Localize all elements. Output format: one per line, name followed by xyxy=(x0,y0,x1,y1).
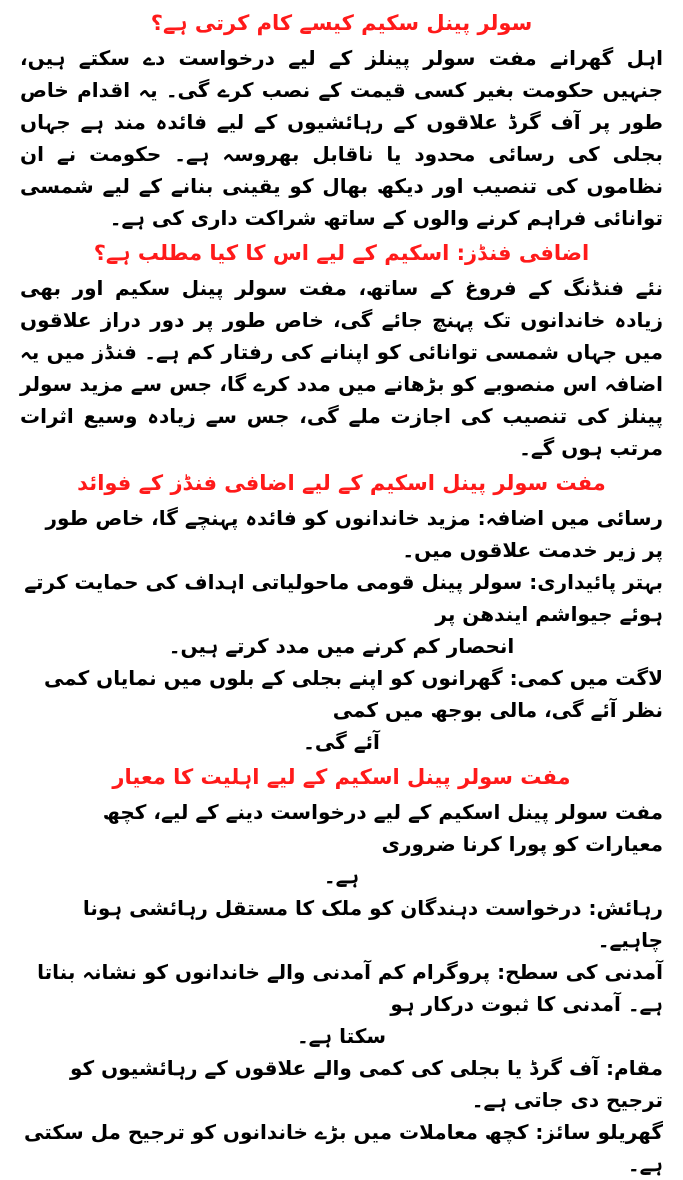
benefit-item-text: بہتر پائیداری: سولر پینل قومی ماحولیاتی اہداف کی حمایت کرتے ہوئے جیواشم ایندھن پر xyxy=(24,570,663,626)
heading-how-it-works: سولر پینل سکیم کیسے کام کرتی ہے؟ xyxy=(150,11,533,35)
section-benefits xyxy=(20,464,663,758)
benefit-item xyxy=(20,566,663,662)
eligibility-item-text: رہائش: درخواست دہندگان کو ملک کا مستقل رہائشی ہونا چاہیے۔ xyxy=(82,896,663,952)
benefit-item-continuation: انحصار کم کرنے میں مدد کرتے ہیں۔ xyxy=(168,634,515,658)
benefit-item xyxy=(20,662,663,758)
section-additional-funds xyxy=(20,234,663,464)
eligibility-item xyxy=(20,1116,663,1180)
eligibility-item-text: گھریلو سائز: کچھ معاملات میں بڑے خاندانوں کو ترجیح مل سکتی ہے۔ xyxy=(24,1120,663,1176)
eligibility-item xyxy=(20,956,663,1052)
eligibility-item-text: مفت سولر پینل اسکیم کے لیے درخواست دینے کے لیے، کچھ معیارات کو پورا کرنا ضروری xyxy=(102,800,663,856)
eligibility-item xyxy=(20,796,663,892)
heading-additional-funds: اضافی فنڈز: اسکیم کے لیے اس کا کیا مطلب ہے؟ xyxy=(93,241,590,265)
benefit-item xyxy=(20,502,663,566)
benefit-item-text: رسائی میں اضافہ: مزید خاندانوں کو فائدہ پہنچے گا، خاص طور پر زیر خدمت علاقوں میں۔ xyxy=(45,506,663,562)
heading-benefits: مفت سولر پینل اسکیم کے لیے اضافی فنڈز کے فوائد xyxy=(77,471,606,495)
section-eligibility xyxy=(20,758,663,1180)
section-how-it-works xyxy=(20,4,663,234)
eligibility-item-text: آمدنی کی سطح: پروگرام کم آمدنی والے خاندانوں کو نشانہ بناتا ہے۔ آمدنی کا ثبوت درکار ہو xyxy=(37,960,663,1016)
eligibility-item-text: مقام: آف گرڈ یا بجلی کی کمی والے علاقوں کے رہائشیوں کو ترجیح دی جاتی ہے۔ xyxy=(69,1056,663,1112)
eligibility-item-continuation: سکتا ہے۔ xyxy=(296,1024,387,1048)
paragraph-how-it-works: اہل گھرانے مفت سولر پینلز کے لیے درخواست دے سکتے ہیں، جنہیں حکومت بغیر کسی قیمت کے نصب کرے گی۔ یہ اقدام خاص طور پر آف گرڈ علاقوں کے رہائشیوں کے لیے فائدہ مند ہے جہاں بجلی کی رسائی محدود یا ناقابل بھروسہ ہے۔ حکومت نے ان نظاموں کی تنصیب اور دیکھ بھال کو یقینی بنانے کے لیے شمسی توانائی فراہم کرنے والوں کے ساتھ شراکت داری کی ہے۔ xyxy=(20,46,663,230)
eligibility-item-continuation: ہے۔ xyxy=(323,864,360,888)
eligibility-item xyxy=(20,1052,663,1116)
eligibility-item xyxy=(20,892,663,956)
benefit-item-text: لاگت میں کمی: گھرانوں کو اپنے بجلی کے بلوں میں نمایاں کمی نظر آئے گی، مالی بوجھ میں کمی xyxy=(43,666,663,722)
paragraph-additional-funds: نئے فنڈنگ کے فروغ کے ساتھ، مفت سولر پینل سکیم اور بھی زیادہ خاندانوں تک پہنچ جائے گی، خاص طور پر دور دراز علاقوں میں جہاں شمسی توانائی کو اپنانے کی رفتار کم ہے۔ فنڈز میں یہ اضافہ اس منصوبے کو بڑھانے میں مدد کرے گا، جس سے مزید سولر پینلز کی تنصیب کی اجازت ملے گی، جس سے زیادہ وسیع اثرات مرتب ہوں گے۔ xyxy=(20,276,663,460)
heading-eligibility: مفت سولر پینل اسکیم کے لیے اہلیت کا معیار xyxy=(112,765,571,789)
benefit-item-continuation: آئے گی۔ xyxy=(303,730,380,754)
